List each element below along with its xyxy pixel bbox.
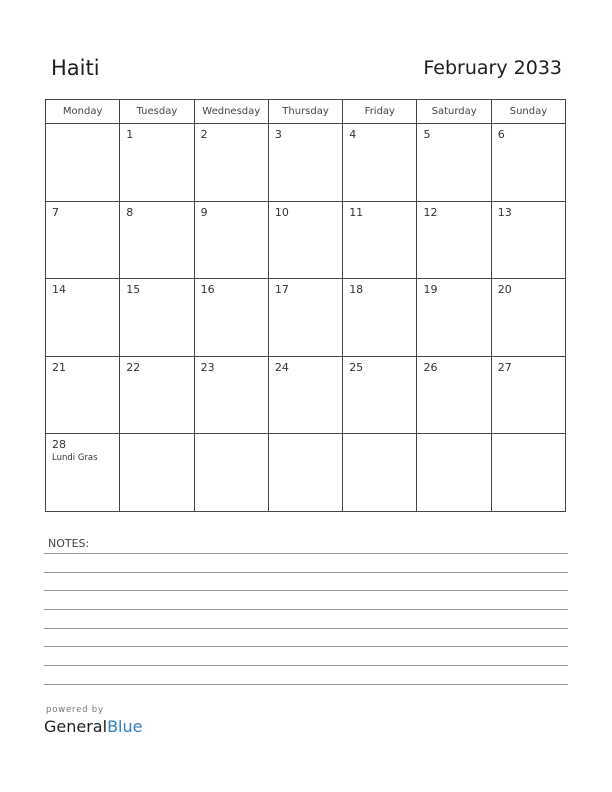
note-line — [44, 684, 568, 685]
weekday-header: Sunday — [492, 100, 566, 124]
day-number: 13 — [497, 205, 512, 219]
day-number: 21 — [52, 360, 66, 374]
day-cell — [46, 434, 120, 512]
day-cell — [120, 279, 194, 357]
day-cell — [195, 202, 269, 280]
day-cell — [120, 124, 194, 202]
day-cell — [492, 202, 566, 280]
day-cell — [417, 357, 491, 435]
generalblue-logo[interactable] — [44, 717, 142, 736]
weekday-header: Saturday — [417, 100, 491, 124]
day-number: 8 — [126, 205, 134, 219]
day-cell — [417, 279, 491, 357]
day-cell — [120, 202, 194, 280]
day-number: 24 — [274, 360, 289, 374]
day-cell — [195, 434, 269, 512]
weekday-header: Tuesday — [120, 100, 194, 124]
day-number: 9 — [200, 205, 208, 219]
day-cell — [120, 357, 194, 435]
day-cell — [269, 357, 343, 435]
weekday-header: Wednesday — [195, 100, 269, 124]
week-row — [46, 279, 566, 357]
day-number: 28 — [52, 438, 66, 452]
brand-general-text: General — [44, 717, 108, 736]
day-number: 7 — [52, 205, 59, 219]
day-cell — [343, 279, 417, 357]
day-cell — [492, 357, 566, 435]
powered-by-text: powered by — [46, 705, 104, 715]
weekday-header: Monday — [46, 100, 120, 124]
day-number: 12 — [423, 205, 438, 219]
day-cell — [417, 124, 491, 202]
day-number: 11 — [349, 205, 364, 219]
day-number: 19 — [423, 283, 438, 297]
note-line — [44, 572, 568, 573]
day-cell — [269, 434, 343, 512]
day-cell — [269, 124, 343, 202]
note-line — [44, 646, 568, 647]
note-line — [44, 665, 568, 666]
day-cell — [269, 279, 343, 357]
day-cell — [195, 279, 269, 357]
day-cell — [343, 357, 417, 435]
day-number: 4 — [349, 128, 357, 141]
day-number: 25 — [349, 360, 364, 374]
day-cell — [195, 124, 269, 202]
day-cell — [46, 124, 120, 202]
week-row — [46, 434, 566, 512]
week-row — [46, 357, 566, 435]
day-number: 6 — [497, 128, 505, 141]
day-number: 22 — [126, 360, 141, 374]
day-number: 10 — [274, 205, 289, 219]
day-cell — [417, 202, 491, 280]
day-cell — [269, 202, 343, 280]
weekday-header: Friday — [343, 100, 417, 124]
day-number: 5 — [423, 128, 431, 141]
day-cell — [343, 124, 417, 202]
day-number: 16 — [200, 283, 215, 297]
day-cell — [46, 279, 120, 357]
day-cell — [195, 357, 269, 435]
day-number: 27 — [497, 360, 512, 374]
week-row — [46, 124, 566, 202]
day-number: 23 — [200, 360, 215, 374]
day-number: 3 — [274, 128, 282, 141]
calendar-grid — [45, 99, 566, 512]
day-number: 26 — [423, 360, 438, 374]
weekday-header-row — [46, 100, 566, 124]
day-cell — [343, 202, 417, 280]
day-cell — [492, 434, 566, 512]
day-cell — [492, 279, 566, 357]
day-number: 2 — [200, 128, 208, 141]
note-line — [44, 590, 568, 591]
weekday-header: Thursday — [269, 100, 343, 124]
day-cell — [417, 434, 491, 512]
day-cell — [492, 124, 566, 202]
country-title: Haiti — [51, 56, 100, 80]
day-cell — [46, 202, 120, 280]
week-row — [46, 202, 566, 280]
weeks-container — [46, 124, 566, 512]
day-cell — [46, 357, 120, 435]
note-line — [44, 628, 568, 629]
day-number: 14 — [52, 283, 66, 297]
day-number: 18 — [349, 283, 364, 297]
month-year-title: February 2033 — [423, 57, 562, 79]
note-line — [44, 553, 568, 554]
day-cell — [120, 434, 194, 512]
day-number: 15 — [126, 283, 141, 297]
holiday-label: Lundi Gras — [52, 453, 98, 464]
day-number: 20 — [497, 283, 512, 297]
day-number: 17 — [274, 283, 289, 297]
notes-label: NOTES: — [48, 537, 90, 550]
note-line — [44, 609, 568, 610]
day-cell — [343, 434, 417, 512]
brand-blue-text: Blue — [107, 717, 143, 736]
day-number: 1 — [126, 128, 134, 141]
